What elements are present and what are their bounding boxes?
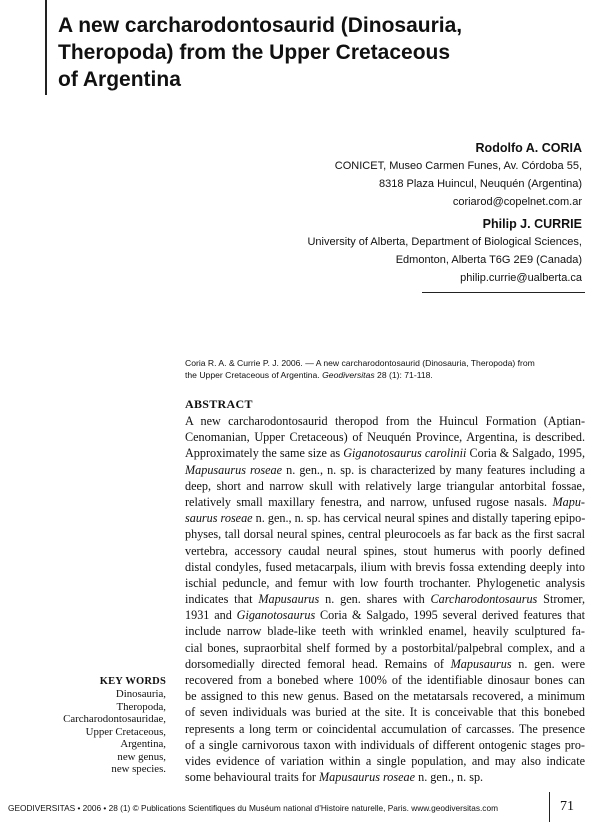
abstract-italic-text: Mapusaurus roseae xyxy=(185,462,283,477)
abstract-line xyxy=(185,559,585,575)
abstract-italic-text: Giganotosaurus carolinii xyxy=(343,446,467,461)
abstract-text: include narrow blade-like teeth with wrinkled enamel, heavily sculptured fa- xyxy=(185,624,585,639)
page-number: 71 xyxy=(560,799,574,814)
keyword-item: new species. xyxy=(111,763,166,775)
abstract-text: Cenomanian, Upper Cretaceous) of Neuquén Province, Argentina, is described. xyxy=(185,430,585,445)
abstract-line xyxy=(185,640,585,656)
keyword-item: Theropoda, xyxy=(116,700,166,713)
abstract-line xyxy=(185,510,585,526)
abstract-text: Coria & Salgado, 1995 several derived features that xyxy=(315,608,585,623)
author-affiliation: University of Alberta, Department of Biological Sciences, xyxy=(307,236,582,248)
author-name: Philip J. CURRIE xyxy=(482,217,582,231)
citation-text: the Upper Cretaceous of Argentina. xyxy=(185,370,323,380)
title-rule xyxy=(45,0,47,95)
keyword-item: Argentina, xyxy=(120,738,166,750)
paper-title xyxy=(58,12,578,93)
abstract-text: ischial peduncle, and femur with low fourth trochanter. Phylogenetic analysis xyxy=(185,575,585,590)
citation-line xyxy=(185,369,585,381)
abstract-line xyxy=(185,575,585,591)
abstract-italic-text: Mapu- xyxy=(552,494,585,509)
citation xyxy=(185,357,585,381)
abstract-line xyxy=(185,721,585,737)
citation-text: 28 (1): 71-118. xyxy=(374,370,433,380)
citation-line: Coria R. A. & Currie P. J. 2006. — A new carcharodontosaurid (Dinosauria, Theropoda) from xyxy=(185,358,535,368)
abstract-text: Approximately the same size as xyxy=(185,446,344,461)
author-affiliation: Edmonton, Alberta T6G 2E9 (Canada) xyxy=(395,254,582,266)
abstract-line xyxy=(185,737,585,753)
abstract-line xyxy=(185,543,585,559)
abstract-text: Coria & Salgado, 1995, xyxy=(466,446,585,461)
abstract-line xyxy=(185,656,585,672)
author-block-currie xyxy=(307,215,582,287)
abstract-text: of a single carnivorous taxon with individuals of different ontogenic stages pro- xyxy=(185,737,585,752)
author-separator-rule xyxy=(422,292,585,293)
abstract-italic-text: Carcharodontosaurus xyxy=(430,592,538,607)
footer-rule xyxy=(549,792,550,822)
abstract-text: deep, short and narrow skull with relatively large triangular antorbital fossae, xyxy=(185,478,585,493)
abstract-line xyxy=(185,672,585,688)
abstract-text: n. gen. were xyxy=(511,656,585,671)
journal-footer: GEODIVERSITAS • 2006 • 28 (1) © Publications Scientifiques du Muséum national d’Histoire naturelle, Paris. www.geodiversitas.com xyxy=(8,803,498,813)
abstract-text: n. gen., n. sp. is characterized by many features including a xyxy=(282,462,585,477)
abstract-text: of seven individuals was buried at the site. It is conceivable that this bonebed xyxy=(185,705,585,720)
title-line: of Argentina xyxy=(58,68,181,91)
title-line: A new carcharodontosaurid (Dinosauria, xyxy=(58,14,463,37)
keywords-block xyxy=(20,676,166,776)
abstract-text: vertebra, accessory caudal neural spines, stout humerus with poorly defined xyxy=(185,543,585,558)
keywords-heading: KEY WORDS xyxy=(99,676,166,687)
abstract-text: n. gen., n. sp. xyxy=(415,770,484,785)
abstract-italic-text: Giganotosaurus xyxy=(236,608,316,623)
author-affiliation: 8318 Plaza Huincul, Neuquén (Argentina) xyxy=(378,178,582,190)
abstract-line xyxy=(185,462,585,478)
abstract-italic-text: Mapusaurus xyxy=(450,656,512,671)
abstract-text: dorsomedially directed femoral head. Remains of xyxy=(185,656,451,671)
abstract-line xyxy=(185,769,585,785)
abstract-text: represents a long term or coincidental accumulation of carcasses. The presence xyxy=(185,721,585,736)
abstract-text: be assigned to this new genus. Based on the metatarsals recovered, a minimum xyxy=(185,689,585,704)
author-name: Rodolfo A. CORIA xyxy=(475,141,582,155)
abstract-line xyxy=(185,445,585,461)
abstract-text: n. gen. shares with xyxy=(319,592,431,607)
abstract-text: 1931 and xyxy=(185,608,237,623)
abstract-line xyxy=(185,704,585,720)
abstract-line xyxy=(185,494,585,510)
abstract-text: Stromer, xyxy=(537,592,585,607)
author-affiliation: CONICET, Museo Carmen Funes, Av. Córdoba 55, xyxy=(334,160,582,172)
abstract-text: distal condyles, fused metacarpals, ilium with brevis fossa extending deeply into xyxy=(185,559,585,574)
abstract-italic-text: Mapusaurus xyxy=(258,592,320,607)
author-block-coria xyxy=(335,139,582,211)
abstract-line xyxy=(185,753,585,769)
abstract-line xyxy=(185,429,585,445)
abstract-line xyxy=(185,623,585,639)
abstract-line xyxy=(185,478,585,494)
keyword-item: Carcharodontosauridae, xyxy=(63,713,166,725)
abstract-text: n. gen., n. sp. has cervical neural spines and distally tapering epipo- xyxy=(252,511,586,526)
abstract-text: some behavioural traits for xyxy=(185,770,320,785)
abstract-text: cial bones, supraorbital shelf formed by a postorbital/palpebral complex, and a xyxy=(185,640,585,655)
abstract-line xyxy=(185,526,585,542)
abstract-italic-text: saurus roseae xyxy=(185,511,253,526)
abstract-text: A new carcharodontosaurid theropod from the Huincul Formation (Aptian- xyxy=(185,414,585,428)
abstract-line xyxy=(185,413,585,429)
abstract-line xyxy=(185,591,585,607)
abstract-text: recovered from a bonebed where 100% of the identifiable dinosaur bones can xyxy=(185,673,585,687)
title-line: Theropoda) from the Upper Cretaceous xyxy=(58,41,451,64)
abstract-text: physes, tall dorsal neural spines, central pleurocoels as far back as the first sacral xyxy=(185,527,585,542)
author-email[interactable]: coriarod@copelnet.com.ar xyxy=(452,196,582,208)
abstract-text: indicates that xyxy=(185,592,259,607)
abstract-heading: ABSTRACT xyxy=(185,397,253,411)
abstract-italic-text: Mapusaurus roseae xyxy=(319,770,416,785)
abstract-text: vides evidence of variation within a single population, and may also indicate xyxy=(185,753,585,768)
abstract-line xyxy=(185,607,585,623)
citation-journal: Geodiversitas xyxy=(322,370,375,380)
keyword-item: Upper Cretaceous, xyxy=(85,725,166,738)
author-email[interactable]: philip.currie@ualberta.ca xyxy=(460,272,582,284)
abstract-body xyxy=(185,413,585,785)
keyword-item: new genus, xyxy=(117,750,166,763)
keyword-item: Dinosauria, xyxy=(115,688,166,700)
abstract-text: relatively small maxillary fenestra, and narrow, unfused rugose nasals. xyxy=(185,494,553,509)
abstract-line xyxy=(185,688,585,704)
